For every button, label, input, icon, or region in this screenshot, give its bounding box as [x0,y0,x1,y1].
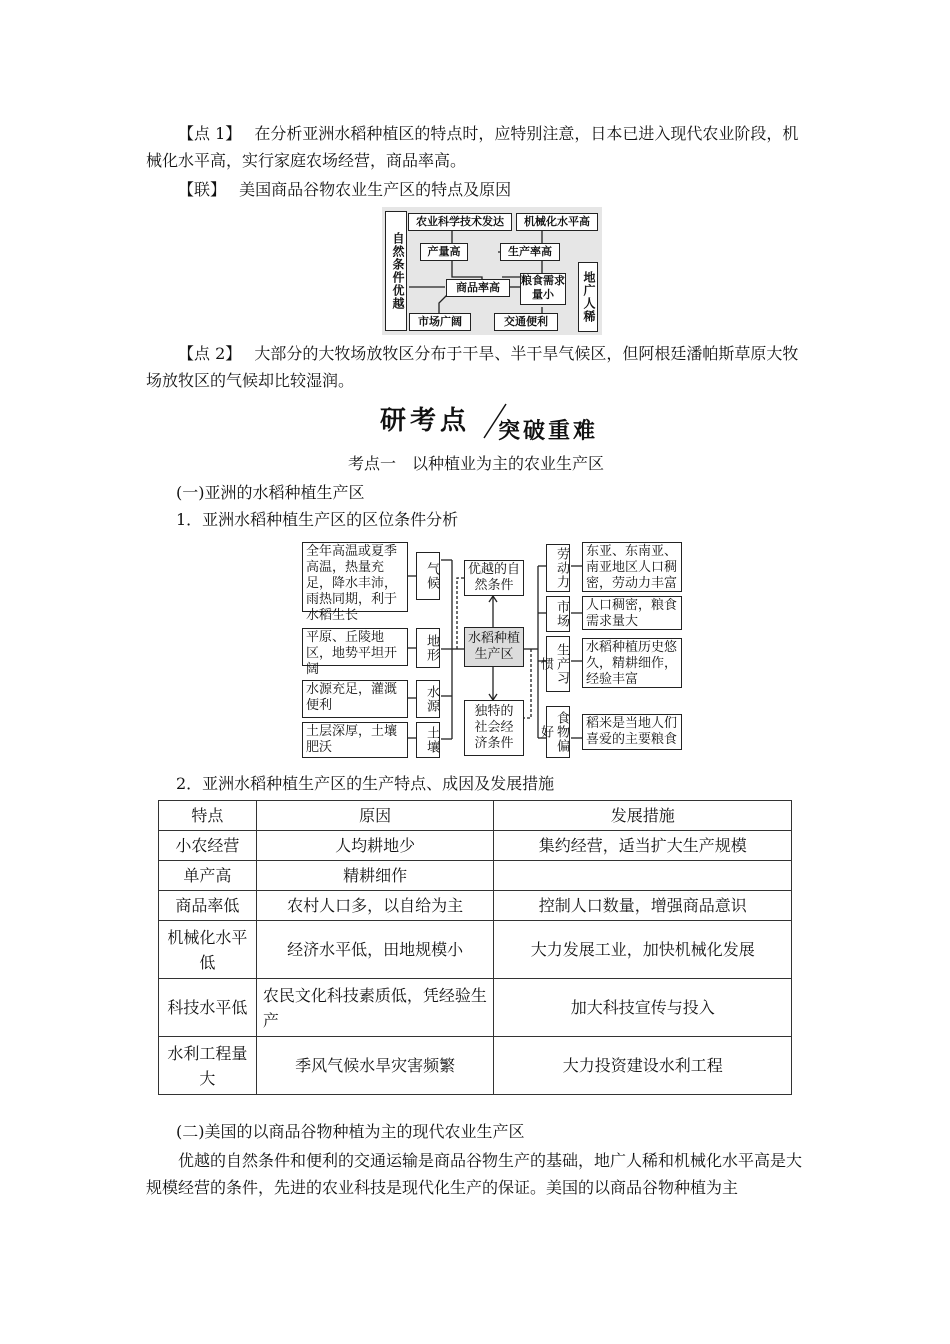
labor-desc-box: 东亚、东南亚、南亚地区人口稠密，劳动力丰富 [582,542,682,592]
link-tag: 【联】 [178,180,219,199]
rice-location-diagram [300,538,686,760]
table-cell: 大力发展工业，加快机械化发展 [494,921,792,979]
subsection-1-title: (一)亚洲的水稻种植生产区 [176,483,365,502]
us-grain-diagram [382,207,602,335]
output-box: 产量高 [420,243,468,261]
rice-area-center-box: 水稻种植生产区 [464,627,524,667]
water-desc-box: 水源充足，灌溉便利 [302,680,408,718]
market-factor-box: 市场 [546,596,570,632]
point2-tag: 【点 2】 [178,344,234,363]
final-paragraph: 优越的自然条件和便利的交通运输是商品谷物生产的基础，地广人稀和机械化水平高是大规模经营的条件，先进的农业科技是现代化生产的保证。美国的以商品谷物种植为主 [146,1151,803,1197]
link-paragraph [146,176,806,203]
table-header-cell: 发展措施 [494,801,792,831]
table-cell: 小农经营 [159,831,257,861]
table-cell: 加大科技宣传与投入 [494,979,792,1037]
table-row [159,1037,792,1095]
table-cell: 单产高 [159,861,257,891]
table-cell: 水利工程量大 [159,1037,257,1095]
table-cell: 农民文化科技素质低，凭经验生产 [256,979,494,1037]
rice-production-table [158,800,792,1095]
table-row [159,831,792,861]
table-cell: 季风气候水旱灾害频繁 [256,1037,494,1095]
link-text: 美国商品谷物农业生产区的特点及原因 [239,180,512,199]
table-cell: 人均耕地少 [256,831,494,861]
subsection-2-title: (二)美国的以商品谷物种植为主的现代农业生产区 [176,1122,525,1141]
food-pref-desc-box: 稻米是当地人们喜爱的主要粮食 [582,714,682,750]
market-box: 市场广阔 [409,313,471,331]
table-row [159,921,792,979]
item-2-title: 2．亚洲水稻种植生产区的生产特点、成因及发展措施 [176,774,555,793]
table-row [159,979,792,1037]
section-banner [380,400,610,442]
point1-tag: 【点 1】 [178,124,234,143]
commodity-rate-box: 商品率高 [446,279,510,297]
table-cell: 控制人口数量，增强商品意识 [494,891,792,921]
soil-desc-box: 土层深厚，土壤肥沃 [302,722,408,758]
table-cell: 大力投资建设水利工程 [494,1037,792,1095]
table-cell: 农村人口多，以自给为主 [256,891,494,921]
productivity-box: 生产率高 [500,243,560,261]
table-row [159,891,792,921]
section-title: 考点一 以种植业为主的农业生产区 [347,454,604,473]
labor-factor-box: 劳动力 [546,544,570,592]
food-pref-factor-box: 食物偏好 [546,706,570,758]
banner-sub-text: 突破重难 [498,419,599,444]
table-cell: 机械化水平低 [159,921,257,979]
transport-box: 交通便利 [494,313,558,331]
point2-paragraph [146,340,806,394]
habit-factor-box: 生产习惯 [546,636,570,692]
climate-desc-box: 全年高温或夏季高温，热量充足，降水丰沛，雨热同期，利于水稻生长 [302,542,408,612]
table-header-cell: 原因 [256,801,494,831]
table-cell: 商品率低 [159,891,257,921]
terrain-factor-box: 地形 [416,628,440,668]
science-box: 农业科学技术发达 [408,213,512,231]
sparse-population-box: 地广人稀 [578,262,598,332]
water-factor-box: 水源 [416,680,440,718]
socioeconomic-center-box: 独特的社会经济条件 [464,700,524,756]
point2-text: 大部分的大牧场放牧区分布于干旱、半干旱气候区，但阿根廷潘帕斯草原大牧场放牧区的气候却比较湿润。 [146,344,799,390]
banner-main-text: 研考点 [380,406,471,436]
table-cell: 精耕细作 [256,861,494,891]
soil-factor-box: 土壤 [416,722,440,758]
point1-paragraph [146,120,806,174]
table-row [159,861,792,891]
item-1-title: 1．亚洲水稻种植生产区的区位条件分析 [176,510,459,529]
climate-factor-box: 气候 [416,552,440,600]
mechanization-box: 机械化水平高 [516,213,598,231]
food-demand-box: 粮食需求量小 [520,273,566,305]
natural-conditions-center-box: 优越的自然条件 [464,560,524,596]
table-header-cell: 特点 [159,801,257,831]
natural-conditions-box: 自然条件优越 [385,211,407,331]
market-desc-box: 人口稠密，粮食需求量大 [582,596,682,630]
table-cell: 集约经营，适当扩大生产规模 [494,831,792,861]
terrain-desc-box: 平原、丘陵地区，地势平坦开阔 [302,628,408,666]
habit-desc-box: 水稻种植历史悠久，精耕细作，经验丰富 [582,638,682,688]
table-cell [494,861,792,891]
table-cell: 经济水平低，田地规模小 [256,921,494,979]
point1-text: 在分析亚洲水稻种植区的特点时，应特别注意，日本已进入现代农业阶段，机械化水平高，实行家庭农场经营，商品率高。 [146,124,799,170]
table-cell: 科技水平低 [159,979,257,1037]
table-header-row [159,801,792,831]
